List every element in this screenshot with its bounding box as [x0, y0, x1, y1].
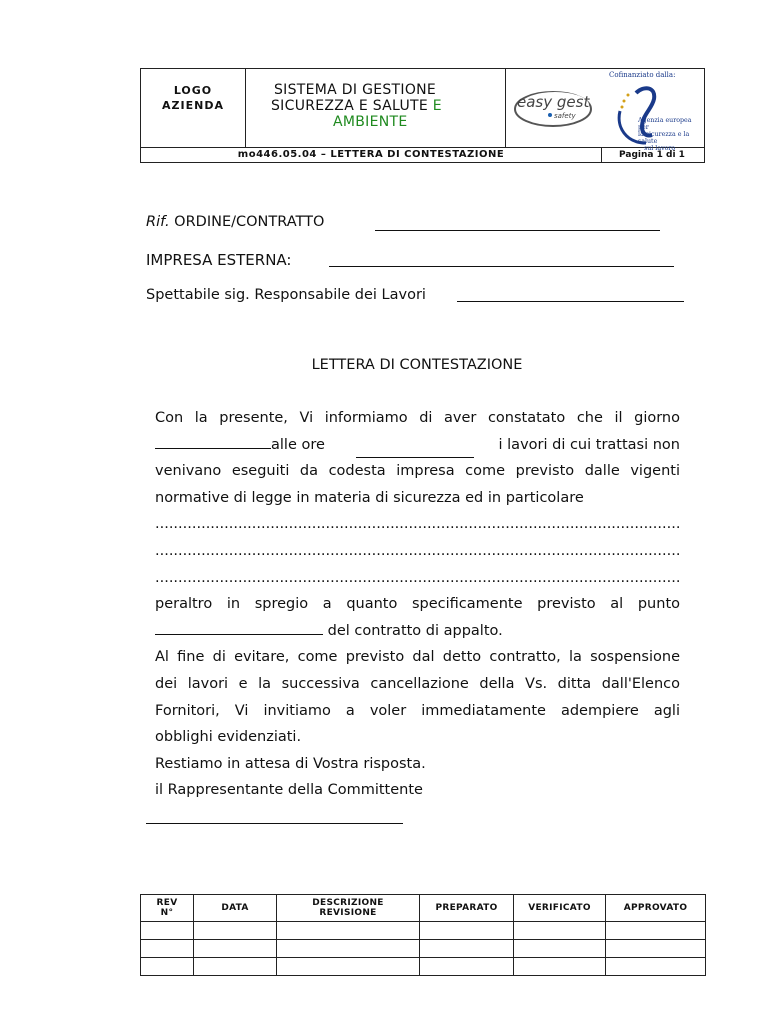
body-text: i lavori di cui trattasi non — [498, 436, 680, 453]
system-title-line — [271, 82, 442, 98]
agency-line: la sicurezza e la salute — [638, 131, 690, 145]
body-line: venivano eseguiti da codesta impresa come previsto dalle vigenti — [155, 463, 680, 480]
title-text: SICUREZZA E SALUTE — [271, 98, 433, 114]
system-title — [271, 82, 442, 130]
table-cell[interactable] — [514, 958, 606, 976]
dotted-line[interactable]: .................................................................................................................. — [155, 569, 680, 586]
table-cell[interactable] — [194, 958, 277, 976]
spettabile-label: Spettabile sig. Responsabile dei Lavori — [146, 287, 426, 303]
letter-title: LETTERA DI CONTESTAZIONE — [311, 357, 523, 373]
title-text-green: E — [432, 98, 442, 114]
body-line: obblighi evidenziati. — [155, 729, 302, 746]
body-line: Fornitori, Vi invitiamo a voler immediatamente adempiere agli — [155, 702, 680, 719]
signature-label: il Rappresentante della Committente — [155, 782, 423, 799]
table-row — [141, 940, 706, 958]
col-data: DATA — [194, 895, 277, 922]
table-cell[interactable] — [141, 940, 194, 958]
easygest-text: easy gest — [517, 93, 590, 111]
divider — [245, 69, 246, 148]
col-approvato: APPROVATO — [606, 895, 706, 922]
impresa-colon: : — [286, 251, 292, 269]
table-cell[interactable] — [514, 922, 606, 940]
impresa-field — [146, 251, 291, 269]
col-descrizione: DESCRIZIONE REVISIONE — [277, 895, 420, 922]
logo-line: AZIENDA — [162, 99, 224, 112]
date-blank[interactable] — [155, 448, 271, 449]
body-line: Al fine di evitare, come previsto dal detto contratto, la sospensione — [155, 649, 680, 666]
impresa-label: IMPRESA ESTERNA — [146, 251, 287, 269]
body-line: normative di legge in materia di sicurezza ed in particolare — [155, 489, 584, 506]
spettabile-field — [146, 287, 426, 303]
impresa-blank[interactable] — [329, 266, 674, 267]
dotted-line[interactable]: .................................................................................................................. — [155, 542, 680, 559]
document-header — [140, 68, 705, 163]
col-preparato: PREPARATO — [420, 895, 514, 922]
rif-field — [146, 214, 324, 230]
title-text-green: AMBIENTE — [333, 114, 408, 130]
body-line — [155, 432, 680, 459]
table-cell[interactable] — [420, 922, 514, 940]
table-cell[interactable] — [277, 940, 420, 958]
title-text: SISTEMA DI GESTIONE — [274, 82, 437, 98]
system-title-line — [271, 114, 442, 130]
col-rev: REV N° — [141, 895, 194, 922]
table-header-row — [141, 895, 706, 922]
table-cell[interactable] — [194, 940, 277, 958]
revision-table — [140, 894, 706, 976]
table-cell[interactable] — [141, 922, 194, 940]
table-cell[interactable] — [141, 958, 194, 976]
table-row — [141, 922, 706, 940]
rif-blank[interactable] — [375, 230, 660, 231]
punto-blank[interactable] — [155, 634, 323, 635]
date-blank-line — [155, 432, 325, 459]
body-text: alle ore — [271, 436, 325, 453]
spettabile-blank[interactable] — [457, 301, 684, 302]
dotted-line[interactable]: .................................................................................................................. — [155, 516, 680, 533]
table-cell[interactable] — [420, 958, 514, 976]
table-cell[interactable] — [606, 958, 706, 976]
page-number: Pagina 1 di 1 — [619, 150, 685, 160]
table-cell[interactable] — [277, 922, 420, 940]
body-line: dei lavori e la successiva cancellazione della Vs. ditta dall'Elenco — [155, 675, 680, 692]
body-line: peraltro in spregio a quanto specificamente previsto al punto — [155, 596, 680, 613]
table-cell[interactable] — [514, 940, 606, 958]
agency-line: Agenzia europea per — [638, 117, 692, 131]
table-cell[interactable] — [194, 922, 277, 940]
divider — [505, 69, 506, 148]
col-verificato: VERIFICATO — [514, 895, 606, 922]
table-row — [141, 958, 706, 976]
rif-label: ORDINE/CONTRATTO — [169, 214, 325, 230]
body-line — [155, 618, 680, 645]
logo-placeholder — [141, 83, 245, 113]
agency-name — [638, 117, 704, 152]
cofinanziato-label: Cofinanziato dalla: — [609, 71, 676, 79]
easygest-sub: safety — [554, 112, 576, 120]
logo-line: LOGO — [173, 84, 213, 97]
table-cell[interactable] — [277, 958, 420, 976]
body-line: Con la presente, Vi informiamo di aver constatato che il giorno — [155, 410, 680, 426]
rif-label-italic: Rif. — [146, 214, 170, 230]
agency-line: sul lavoro — [644, 145, 676, 152]
table-cell[interactable] — [606, 922, 706, 940]
document-code: mo446.05.04 – LETTERA DI CONTESTAZIONE — [237, 149, 505, 160]
body-text: del contratto di appalto. — [323, 622, 503, 639]
easygest-logo — [513, 83, 595, 131]
closing-line: Restiamo in attesa di Vostra risposta. — [155, 755, 426, 772]
letter-body — [155, 405, 680, 804]
table-cell[interactable] — [606, 940, 706, 958]
table-cell[interactable] — [420, 940, 514, 958]
signature-blank[interactable] — [146, 823, 403, 824]
system-title-line — [271, 98, 442, 114]
time-blank[interactable] — [356, 432, 474, 459]
